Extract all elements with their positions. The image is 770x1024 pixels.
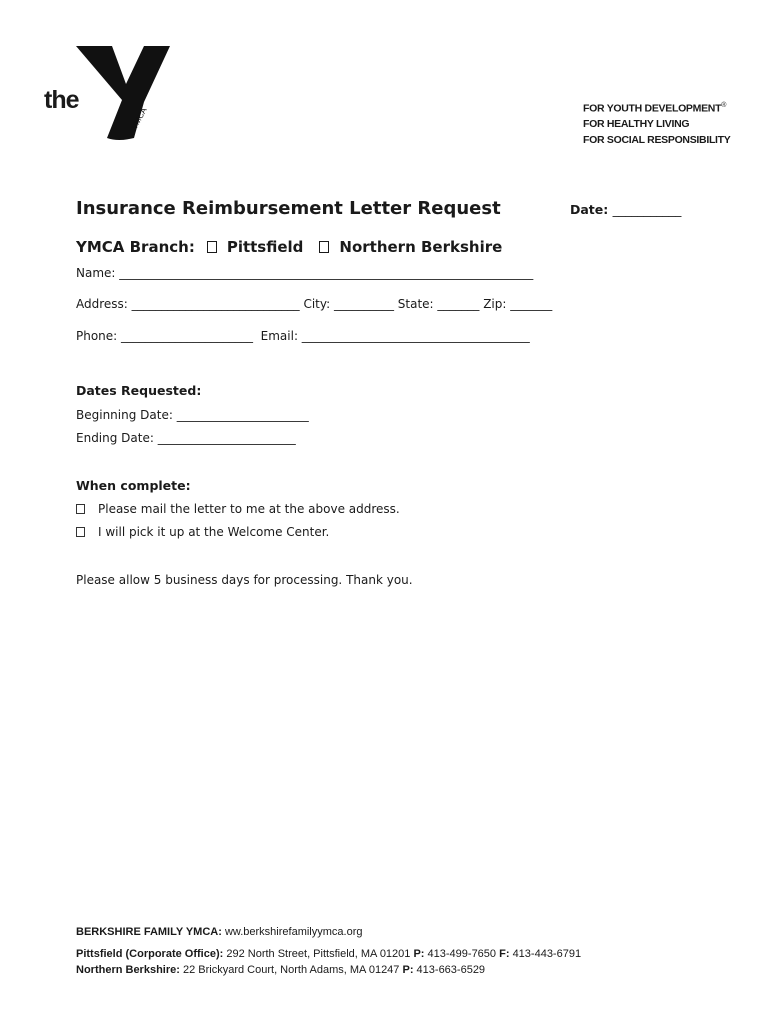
footer-pittsfield-fax: 413-443-6791	[512, 948, 582, 960]
footer-pittsfield-address: 292 North Street, Pittsfield, MA 01201	[226, 948, 411, 960]
logo-registered-mark: ®	[160, 49, 165, 55]
date-label: Date:	[570, 202, 609, 217]
footer-org: BERKSHIRE FAMILY YMCA:	[76, 926, 222, 938]
footer-pittsfield-line	[76, 948, 581, 960]
branch-selector	[76, 238, 502, 256]
logo-ymca-text: YMCA	[129, 106, 149, 131]
tagline	[583, 98, 731, 148]
beginning-date-field[interactable]: Beginning Date: ______________________	[76, 408, 309, 422]
pittsfield-checkbox[interactable]	[207, 241, 217, 253]
ymca-y-logo-icon	[74, 44, 174, 144]
option-mail-label: Please mail the letter to me at the above address.	[98, 502, 400, 516]
footer-pittsfield-f-label: F:	[499, 948, 510, 960]
address-city-state-zip-field[interactable]: Address: ____________________________ City: __________ State: _______ Zip: _______	[76, 297, 553, 311]
tagline-line3: FOR SOCIAL RESPONSIBILITY	[583, 133, 731, 146]
date-blank[interactable]: ___________	[612, 202, 682, 217]
name-field[interactable]: Name: _____________________________________________________________________	[76, 266, 534, 280]
option-pickup-label: I will pick it up at the Welcome Center.	[98, 525, 330, 539]
phone-email-field[interactable]: Phone: ______________________ Email: ______________________________________	[76, 329, 530, 343]
footer-northern-p-label: P:	[402, 964, 414, 976]
footer-northern-line	[76, 964, 485, 976]
date-field[interactable]	[570, 202, 681, 217]
footer-website: ww.berkshirefamilyymca.org	[224, 926, 363, 938]
tagline-tm: ®	[721, 102, 727, 109]
footer-pittsfield-phone: 413-499-7650	[427, 948, 497, 960]
tagline-line1: FOR YOUTH DEVELOPMENT	[583, 102, 722, 115]
dates-requested-heading: Dates Requested:	[76, 383, 202, 398]
footer-northern-address: 22 Brickyard Court, North Adams, MA 01247	[182, 964, 400, 976]
footer-org-line	[76, 926, 362, 938]
pittsfield-label: Pittsfield	[226, 238, 304, 256]
logo-the-text: the	[44, 86, 79, 114]
when-complete-heading: When complete:	[76, 478, 191, 493]
form-title: Insurance Reimbursement Letter Request	[76, 198, 501, 219]
mail-checkbox[interactable]	[76, 504, 85, 514]
northern-berkshire-label: Northern Berkshire	[339, 238, 503, 256]
footer-northern-label: Northern Berkshire:	[76, 964, 180, 976]
tagline-line2: FOR HEALTHY LIVING	[583, 118, 690, 130]
ending-date-field[interactable]: Ending Date: _______________________	[76, 431, 296, 445]
footer-northern-phone: 413-663-6529	[416, 964, 486, 976]
footer-pittsfield-label: Pittsfield (Corporate Office):	[76, 948, 224, 960]
footer-pittsfield-p-label: P:	[413, 948, 425, 960]
ymca-logo	[44, 44, 174, 144]
option-mail[interactable]	[76, 502, 400, 516]
pickup-checkbox[interactable]	[76, 527, 85, 537]
northern-berkshire-checkbox[interactable]	[319, 241, 329, 253]
processing-note: Please allow 5 business days for processing. Thank you.	[76, 573, 413, 587]
branch-label: YMCA Branch:	[76, 238, 195, 256]
option-pickup[interactable]	[76, 525, 329, 539]
